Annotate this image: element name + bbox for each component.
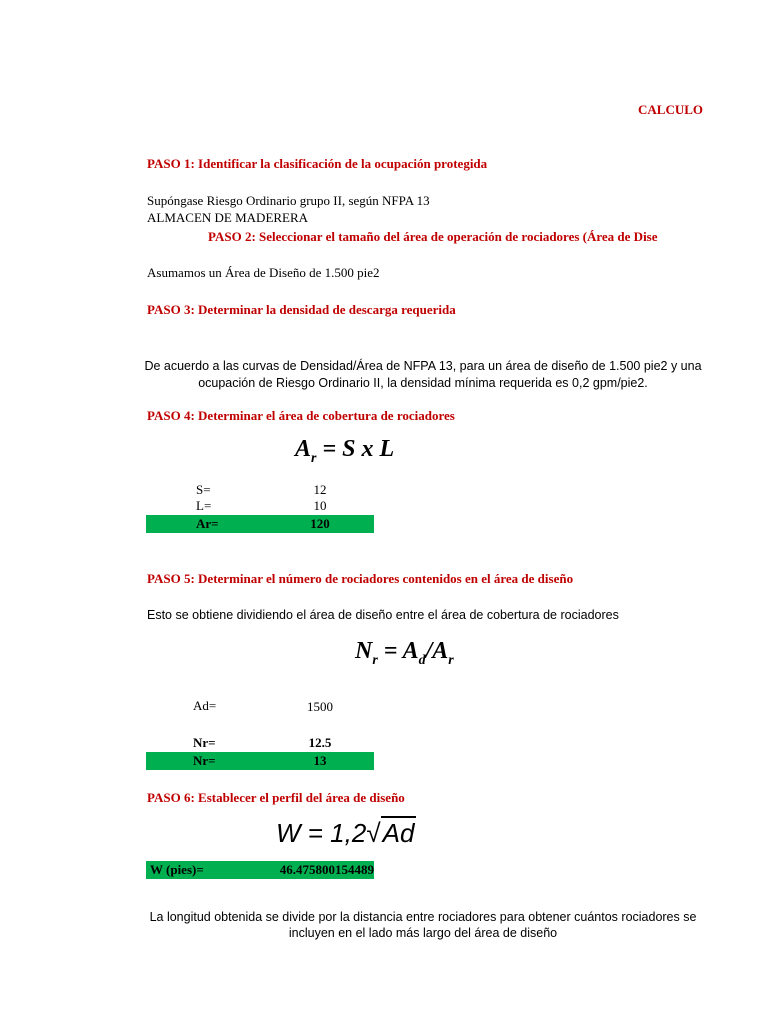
formula-rhs: = S x L (316, 436, 395, 462)
formula-eq: = A (377, 638, 419, 664)
step1-line2: ALMACEN DE MADERERA (147, 210, 309, 225)
formula-ad-sub: d (418, 652, 426, 668)
formula-n-sub: r (372, 652, 378, 668)
formula-ar-sub: r (448, 652, 454, 668)
s-label: S= (196, 482, 211, 497)
sqrt-symbol: √ (366, 818, 381, 848)
w-value: 46.475800154489 (279, 862, 374, 877)
step1-heading: PASO 1: Identificar la clasificación de la ocupación protegida (147, 156, 488, 171)
width-formula (276, 818, 416, 852)
step3-paragraph: De acuerdo a las curvas de Densidad/Área de NFPA 13, para un área de diseño de 1.500 pie2 y una ocupación de Riesgo Ordinario II, la densidad mínima requerida es 0,2 gpm/pie2. (144, 359, 702, 390)
step6-paragraph: La longitud obtenida se divide por la distancia entre rociadores para obtener cuántos rociadores se incluyen en el lado más largo del área de diseño (149, 910, 697, 940)
step6-heading: PASO 6: Establecer el perfil del área de diseño (147, 790, 405, 805)
step4-heading: PASO 4: Determinar el área de cobertura de rociadores (147, 408, 455, 423)
l-label: L= (196, 498, 212, 513)
nr-rounded-label: Nr= (193, 753, 216, 768)
w-label: W (pies)= (150, 862, 204, 877)
nr-value: 12.5 (308, 735, 332, 750)
page-title: CALCULO (638, 102, 704, 117)
step5-heading: PASO 5: Determinar el número de rociadores contenidos en el área de diseño (147, 571, 574, 586)
ar-label: Ar= (196, 516, 219, 531)
formula-n: N (355, 638, 373, 664)
s-value: 12 (313, 482, 327, 497)
formula-lhs: A (295, 436, 312, 462)
step3-heading: PASO 3: Determinar la densidad de descarga requerida (147, 302, 456, 317)
formula-lhs-sub: r (311, 450, 317, 466)
formula-w-lhs: W = 1,2 (276, 818, 367, 848)
step5-text: Esto se obtiene dividiendo el área de diseño entre el área de cobertura de rociadores (147, 608, 619, 622)
coverage-area-formula (295, 436, 394, 467)
step2-text: Asumamos un Área de Diseño de 1.500 pie2 (147, 265, 380, 280)
formula-div: /A (425, 638, 449, 664)
formula-radicand: Ad (382, 818, 415, 848)
nr-label: Nr= (193, 735, 216, 750)
l-value: 10 (313, 498, 327, 513)
sprinkler-count-formula (355, 638, 454, 669)
ar-value: 120 (310, 516, 330, 531)
ad-value: 1500 (307, 699, 333, 714)
ad-label: Ad= (193, 698, 217, 713)
step1-line1: Supóngase Riesgo Ordinario grupo II, según NFPA 13 (147, 193, 430, 208)
nr-rounded-value: 13 (313, 753, 327, 768)
step2-heading: PASO 2: Seleccionar el tamaño del área de operación de rociadores (Área de Dise (208, 229, 658, 244)
